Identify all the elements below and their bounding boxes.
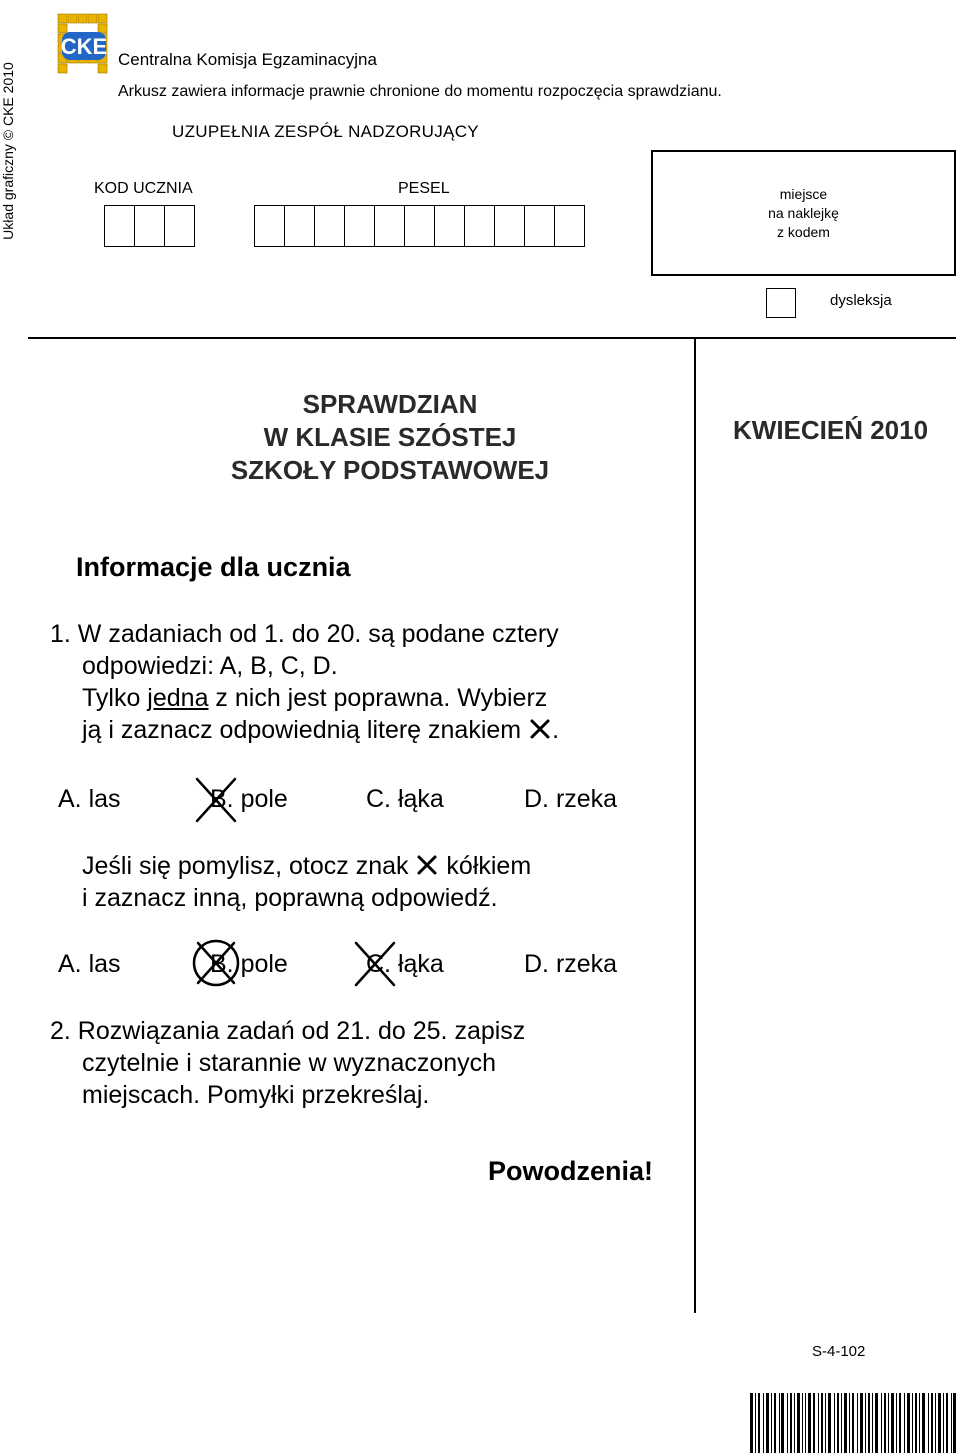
logo-text: CKE [60, 34, 108, 59]
instruction-item2 [50, 1015, 525, 1111]
example1-option-d: D. rzeka [524, 785, 618, 813]
cross-mark-icon [352, 939, 398, 989]
pesel-cell[interactable] [285, 205, 315, 247]
pesel-cell[interactable] [465, 205, 495, 247]
confidential-notice: Arkusz zawiera informacje prawnie chronione do momentu rozpoczęcia sprawdzianu. [118, 83, 722, 100]
instruction-item1 [50, 618, 559, 746]
mistake-instruction [82, 850, 531, 914]
good-luck-text: Powodzenia! [488, 1156, 654, 1186]
example2-option-a: A. las [58, 950, 121, 978]
exam-title-line1: SPRAWDZIAN [302, 389, 478, 419]
sticker-label-line1: miejsce [779, 185, 828, 202]
dyslexia-checkbox[interactable] [766, 288, 796, 318]
cke-logo [52, 12, 112, 78]
vertical-divider [694, 337, 696, 1313]
example2-option-d: D. rzeka [524, 950, 618, 978]
student-code-cell[interactable] [135, 205, 165, 247]
pesel-cell[interactable] [254, 205, 285, 247]
instruction-line: 1. W zadaniach od 1. do 20. są podane cztery [50, 620, 559, 648]
instruction-line: czytelnie i starannie w wyznaczonych [82, 1049, 497, 1077]
copyright-vertical: Układ graficzny © CKE 2010 [0, 62, 16, 240]
sticker-label-line2: na naklejkę [768, 204, 839, 221]
barcode-sticker-area [651, 150, 956, 276]
barcode-icon [750, 1393, 956, 1453]
example1-option-c: C. łąka [366, 785, 444, 813]
cross-mark-icon [193, 775, 239, 825]
pesel-cell[interactable] [525, 205, 555, 247]
exam-title [180, 388, 600, 487]
example1-option-b: B. pole [210, 785, 288, 813]
horizontal-divider [28, 337, 956, 339]
instruction-line: i zaznacz inną, poprawną odpowiedź. [82, 884, 498, 912]
pesel-cell[interactable] [435, 205, 465, 247]
dyslexia-label: dysleksja [830, 292, 892, 309]
circled-cross-icon [190, 937, 242, 989]
student-code-cell[interactable] [165, 205, 195, 247]
supervisor-section-title: UZUPEŁNIA ZESPÓŁ NADZORUJĄCY [172, 122, 479, 141]
pesel-cell[interactable] [375, 205, 405, 247]
exam-title-line2: W KLASIE SZÓSTEJ [263, 422, 517, 452]
instruction-line: 2. Rozwiązania zadań od 21. do 25. zapisz [50, 1017, 526, 1045]
cross-mark-icon [415, 854, 439, 876]
pesel-cell[interactable] [495, 205, 525, 247]
instruction-line: odpowiedzi: A, B, C, D. [82, 652, 338, 680]
instruction-line: ją i zaznacz odpowiednią literę znakiem . [82, 716, 560, 744]
underlined-word: jedna [147, 684, 209, 712]
example2-option-b: B. pole [210, 950, 288, 978]
student-code-label: KOD UCZNIA [94, 180, 193, 197]
pesel-cell[interactable] [315, 205, 345, 247]
exam-title-line3: SZKOŁY PODSTAWOWEJ [230, 455, 550, 485]
student-code-cell[interactable] [104, 205, 135, 247]
exam-date: KWIECIEŃ 2010 [733, 415, 929, 445]
instruction-line: Jeśli się pomylisz, otocz znak kółkiem [82, 852, 532, 880]
example2-option-c: C. łąka [366, 950, 444, 978]
instruction-line: Tylko jedna z nich jest poprawna. Wybierz [82, 684, 548, 712]
organization-name: Centralna Komisja Egzaminacyjna [118, 50, 377, 69]
pesel-label: PESEL [398, 180, 450, 197]
student-code-field[interactable] [104, 205, 195, 247]
example1-option-a: A. las [58, 785, 121, 813]
sheet-code: S-4-102 [812, 1343, 866, 1360]
instructions-heading: Informacje dla ucznia [76, 552, 351, 582]
pesel-cell[interactable] [345, 205, 375, 247]
cross-mark-icon [528, 718, 552, 740]
instruction-line: miejscach. Pomyłki przekreślaj. [82, 1081, 430, 1109]
pesel-field[interactable] [254, 205, 585, 247]
sticker-label-line3: z kodem [777, 223, 830, 240]
pesel-cell[interactable] [405, 205, 435, 247]
pesel-cell[interactable] [555, 205, 585, 247]
